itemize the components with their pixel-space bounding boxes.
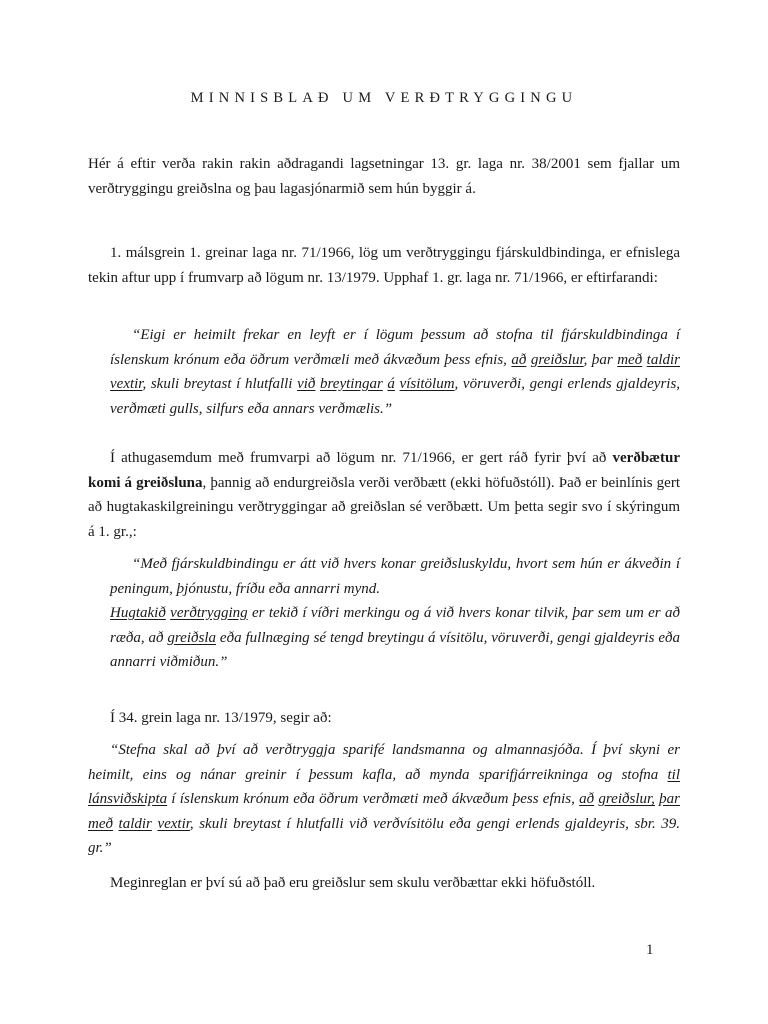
- paragraph-3: Í 34. grein laga nr. 13/1979, segir að:: [110, 710, 332, 726]
- document-title: MINNISBLAÐ UM VERÐTRYGGINGU: [190, 90, 578, 106]
- quote-1: “Eigi er heimilt frekar en leyft er í lögum þessum að stofna til fjárskuldbindinga í íslenskum krónum eða öðrum verðmæli með ákvæðum þess efnis, að greiðslur, þar með taldir vextir, skuli breytast í hlutfalli við breytingar á vísitölum, vöruverði, gengi erlends gjaldeyris, verðmæti gulls, silfurs eða annars verðmælis.”: [110, 327, 681, 417]
- paragraph-2: Í athugasemdum með frumvarpi að lögum nr. 71/1966, er gert ráð fyrir því að verðbætur komi á greiðsluna, þannig að endurgreiðsla verði verðbætt (ekki höfuðstóll). Það er beinlínis gert að hugtakaskilgreiningu verðtryggingar að greiðslan sé verðbætt. Um þetta segir svo í skýringum á 1. gr.,:: [88, 450, 681, 540]
- paragraph-4: Meginreglan er því sú að það eru greiðslur sem skulu verðbættar ekki höfuðstóll.: [110, 875, 596, 891]
- quote-3: “Stefna skal að því að verðtryggja sparifé landsmanna og almannasjóða. Í því skyni er heimilt, eins og nánar greinir í þessum kafla, að mynda sparifjárreikninga og stofna til lánsviðskipta í íslenskum krónum eða öðrum verðmæti með ákvæðum þess efnis, að greiðslur, þar með taldir vextir, skuli breytast í hlutfalli við verðvísitölu eða gengi erlends gjaldeyris, sbr. 39. gr.”: [88, 742, 681, 856]
- intro-paragraph: Hér á eftir verða rakin rakin aðdragandi lagsetningar 13. gr. laga nr. 38/2001 sem fjallar um verðtryggingu greiðslna og þau lagasjónarmið sem hún byggir á.: [88, 156, 680, 197]
- page-number: 1: [646, 942, 654, 958]
- paragraph-1: 1. málsgrein 1. greinar laga nr. 71/1966, lög um verðtryggingu fjárskuldbindinga, er efnislega tekin aftur upp í frumvarp að lögum nr. 13/1979. Upphaf 1. gr. laga nr. 71/1966, er eftirfarandi:: [88, 245, 680, 286]
- quote-2: “Með fjárskuldbindingu er átt við hvers konar greiðsluskyldu, hvort sem hún er ákveðin í peningum, þjónustu, fríðu eða annarri mynd. Hugtakið verðtrygging er tekið í víðri merkingu og á við hvers konar tilvik, þar sem um er að ræða, að greiðsla eða fullnæging sé tengd breytingu á vísitölu, vöruverði, gengi gjaldeyris eða annarri viðmiðun.”: [110, 556, 681, 670]
